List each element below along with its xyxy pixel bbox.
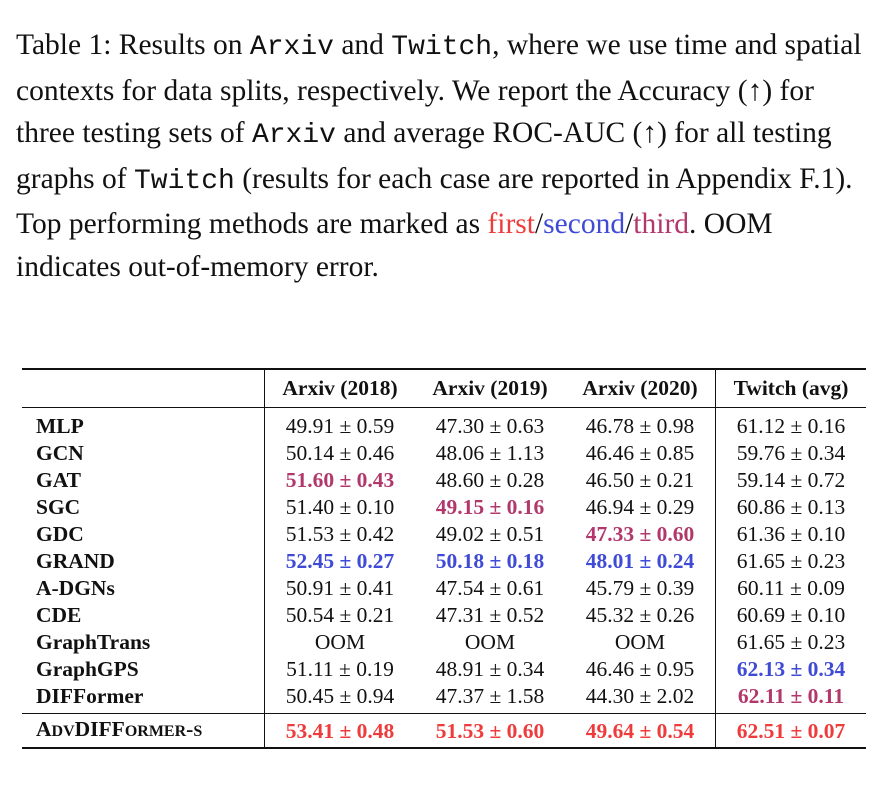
result-cell: 46.46 ± 0.95 xyxy=(585,657,695,681)
result-cell: 47.31 ± 0.52 xyxy=(435,603,545,627)
legend-third: third xyxy=(633,208,690,240)
table-row xyxy=(22,440,866,467)
result-cell: 51.53 ± 0.60 xyxy=(415,714,565,749)
result-cell: 61.12 ± 0.16 xyxy=(716,408,867,441)
table-row xyxy=(22,656,866,683)
method-name-part: S xyxy=(193,723,203,740)
result-cell: 50.45 ± 0.94 xyxy=(265,683,416,714)
method-name-part: - xyxy=(186,717,194,741)
method-name: CDE xyxy=(36,603,82,627)
result-cell: 62.13 ± 0.34 xyxy=(716,656,867,683)
table-row xyxy=(22,408,866,441)
method-name: A-DGNs xyxy=(36,576,115,600)
result-cell: OOM xyxy=(464,630,516,654)
result-cell: 45.79 ± 0.39 xyxy=(585,576,695,600)
header-arxiv-2019: Arxiv (2019) xyxy=(415,369,565,408)
method-name: GCN xyxy=(36,441,84,465)
result-cell: 50.18 ± 0.18 xyxy=(435,549,545,573)
table-caption: Table 1: Results on Arxiv and Twitch, where we use time and spatial contexts for data splits, respectively. We report the Accuracy (↑) for three testing sets of Arxiv and average ROC-AUC (↑) for all testing graphs of Twitch (results for each case are reported in Appendix F.1). Top performing methods are marked as first/second/third. OOM indicates out-of-memory error. xyxy=(16,29,862,283)
method-name: GRAND xyxy=(36,549,115,573)
result-cell: 50.14 ± 0.46 xyxy=(265,440,416,467)
legend-first: first xyxy=(487,208,535,240)
result-cell: 49.91 ± 0.59 xyxy=(265,408,416,441)
dataset-name-arxiv: Arxiv xyxy=(251,120,336,151)
result-cell: 60.69 ± 0.10 xyxy=(716,602,867,629)
method-name-part: DIFF xyxy=(74,717,125,741)
result-cell: 60.86 ± 0.13 xyxy=(716,494,867,521)
table-row xyxy=(22,602,866,629)
result-cell: 52.45 ± 0.27 xyxy=(265,548,416,575)
legend-second: second xyxy=(543,208,626,240)
result-cell: 51.53 ± 0.42 xyxy=(265,521,416,548)
table-row xyxy=(22,521,866,548)
result-cell: 47.30 ± 0.63 xyxy=(435,414,545,438)
table-row xyxy=(22,629,866,656)
result-cell: 45.32 ± 0.26 xyxy=(585,603,695,627)
table-header-row xyxy=(22,369,866,408)
method-name-ours xyxy=(22,714,265,749)
dataset-name-arxiv: Arxiv xyxy=(249,32,334,63)
result-cell: 48.01 ± 0.24 xyxy=(585,549,695,573)
table-row xyxy=(22,575,866,602)
method-name: GAT xyxy=(36,468,81,492)
dataset-name-twitch: Twitch xyxy=(133,165,235,197)
result-cell: 48.60 ± 0.28 xyxy=(435,468,545,492)
result-cell: 59.76 ± 0.34 xyxy=(716,440,867,467)
method-name: GraphTrans xyxy=(36,630,151,654)
header-twitch-avg: Twitch (avg) xyxy=(716,369,867,408)
table-row xyxy=(22,494,866,521)
result-cell: 61.36 ± 0.10 xyxy=(716,521,867,548)
table-row xyxy=(22,548,866,575)
method-name-part: DV xyxy=(51,723,75,740)
header-arxiv-2020: Arxiv (2020) xyxy=(565,369,716,408)
result-cell: 51.60 ± 0.43 xyxy=(265,467,416,494)
table-row xyxy=(22,683,866,714)
result-cell: 46.50 ± 0.21 xyxy=(585,468,695,492)
result-cell: OOM xyxy=(265,629,416,656)
results-table xyxy=(22,368,866,749)
result-cell: 44.30 ± 2.02 xyxy=(585,684,695,708)
result-cell: 62.51 ± 0.07 xyxy=(716,714,867,749)
result-cell: 49.15 ± 0.16 xyxy=(435,495,545,519)
method-name: SGC xyxy=(36,495,81,519)
result-cell: 47.37 ± 1.58 xyxy=(435,684,545,708)
result-cell: 48.06 ± 1.13 xyxy=(435,441,545,465)
method-name: GDC xyxy=(36,522,84,546)
table-row-ours xyxy=(22,714,866,749)
result-cell: 59.14 ± 0.72 xyxy=(716,467,867,494)
method-name: DIFFormer xyxy=(36,684,144,708)
result-cell: 51.40 ± 0.10 xyxy=(265,494,416,521)
table-row xyxy=(22,467,866,494)
result-cell: 51.11 ± 0.19 xyxy=(265,656,416,683)
result-cell: 46.46 ± 0.85 xyxy=(585,441,695,465)
header-method xyxy=(22,369,265,408)
result-cell: 61.65 ± 0.23 xyxy=(716,548,867,575)
result-cell: 50.91 ± 0.41 xyxy=(265,575,416,602)
result-cell: 46.94 ± 0.29 xyxy=(585,495,695,519)
result-cell: 47.33 ± 0.60 xyxy=(585,522,695,546)
result-cell: 60.11 ± 0.09 xyxy=(716,575,867,602)
result-cell: 50.54 ± 0.21 xyxy=(265,602,416,629)
dataset-name-twitch: Twitch xyxy=(391,32,493,63)
method-name: MLP xyxy=(36,414,84,438)
result-cell: 62.11 ± 0.11 xyxy=(716,683,867,714)
method-name: GraphGPS xyxy=(36,657,139,681)
method-name-part: ORMER xyxy=(124,723,187,740)
result-cell: 47.54 ± 0.61 xyxy=(435,576,545,600)
result-cell: 48.91 ± 0.34 xyxy=(435,657,545,681)
result-cell: 46.78 ± 0.98 xyxy=(585,414,695,438)
result-cell: 49.02 ± 0.51 xyxy=(435,522,545,546)
result-cell: 61.65 ± 0.23 xyxy=(716,629,867,656)
method-name-part: A xyxy=(36,717,52,741)
result-cell: 53.41 ± 0.48 xyxy=(265,714,416,749)
result-cell: OOM xyxy=(614,630,666,654)
header-arxiv-2018: Arxiv (2018) xyxy=(265,369,416,408)
result-cell: 49.64 ± 0.54 xyxy=(565,714,716,749)
